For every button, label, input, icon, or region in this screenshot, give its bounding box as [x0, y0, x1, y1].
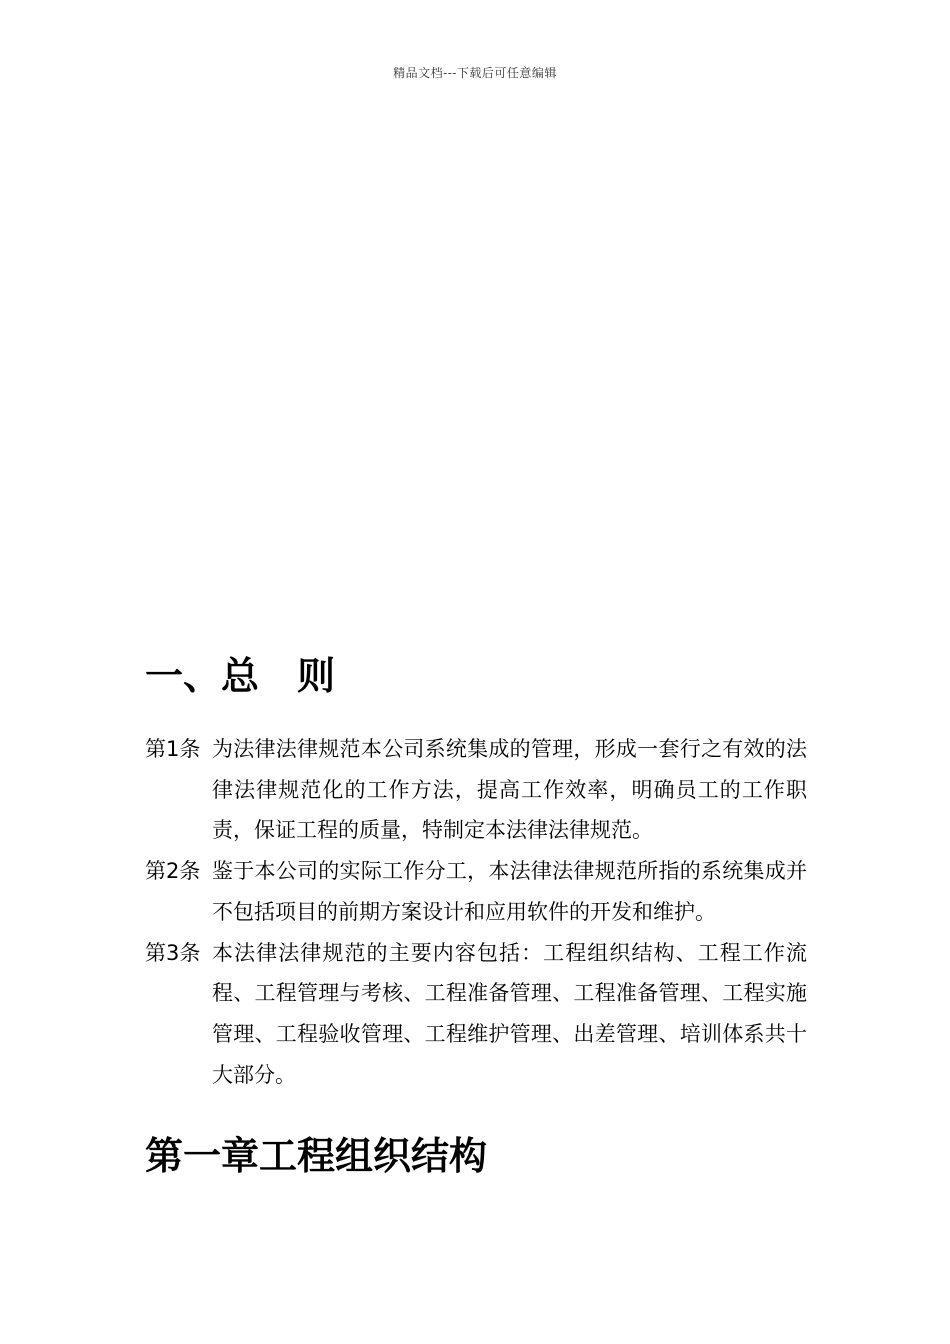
article-label: 第2条 — [145, 859, 201, 884]
article-list — [145, 729, 810, 1095]
section-heading-suffix: 则 — [297, 654, 336, 698]
article-text: 为法律法律规范本公司系统集成的管理，形成一套行之有效的法律法律规范化的工作方法，提高工作效率，明确员工的工作职责，保证工程的质量，特制定本法律法律规范。 — [212, 737, 807, 843]
page-header: 精品文档---下载后可任意编辑 — [393, 66, 557, 80]
article-text: 鉴于本公司的实际工作分工，本法律法律规范所指的系统集成并不包括项目的前期方案设计和应用软件的开发和维护。 — [212, 859, 807, 924]
article-label: 第3条 — [145, 940, 201, 965]
article-label: 第1条 — [145, 737, 201, 761]
article-1 — [145, 729, 810, 851]
chapter-heading: 第一章工程组织结构 — [145, 1134, 488, 1178]
section-heading — [145, 650, 335, 702]
article-3 — [145, 933, 810, 1096]
article-2 — [145, 851, 810, 932]
section-heading-prefix: 一、总 — [145, 654, 260, 698]
article-text: 本法律法律规范的主要内容包括：工程组织结构、工程工作流程、工程管理与考核、工程准备管理、工程准备管理、工程实施管理、工程验收管理、工程维护管理、出差管理、培训体系共十大部分。 — [212, 940, 807, 1087]
